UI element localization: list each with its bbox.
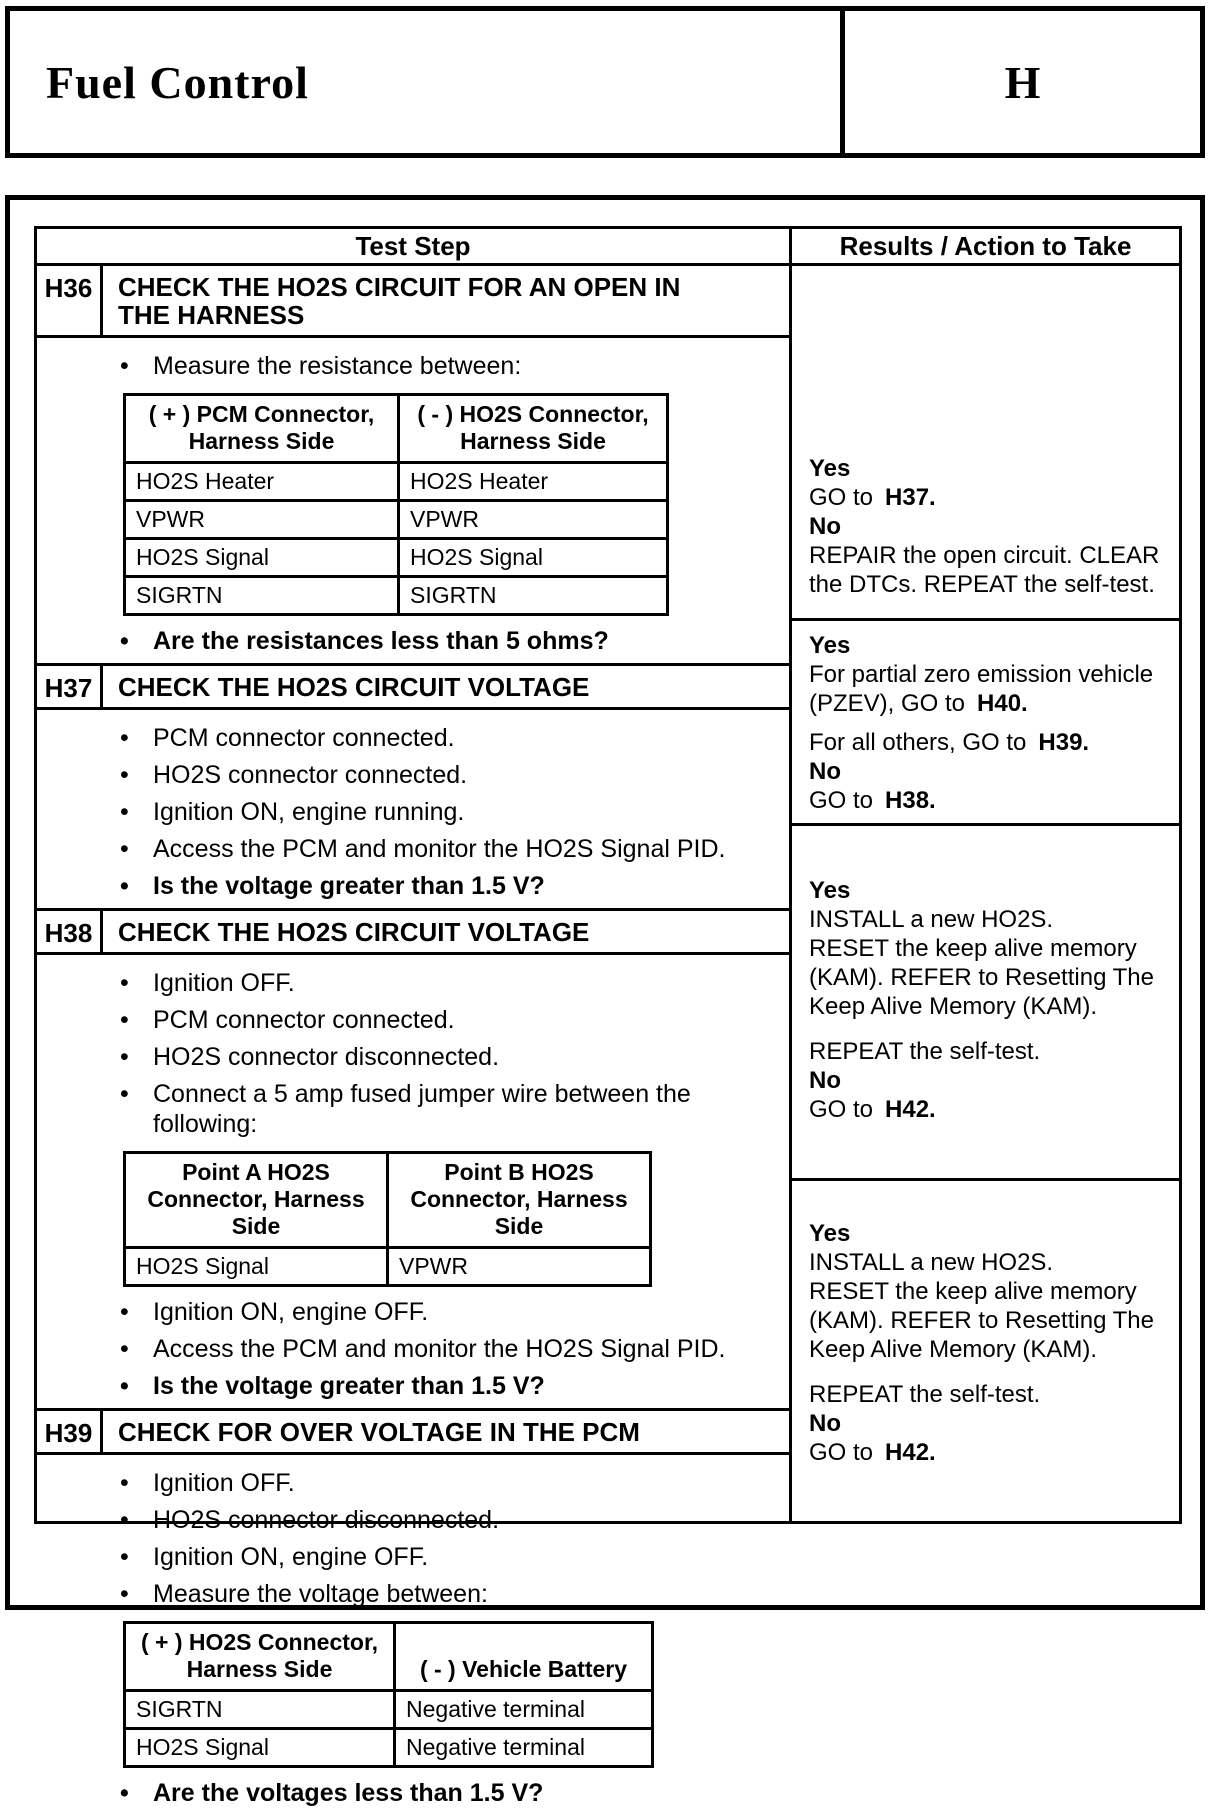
no-action: [809, 541, 1169, 599]
step-reference: H37.: [885, 484, 936, 511]
h39-bullet: • HO2S connector disconnected.: [37, 1505, 789, 1535]
table-cell: Negative terminal: [395, 1729, 653, 1767]
no-action: [809, 1438, 1169, 1467]
h37-bullet: • Ignition ON, engine running.: [37, 797, 789, 827]
yes-label: Yes: [809, 877, 851, 904]
h36-table-header-right: ( - ) HO2S Connector, Harness Side: [399, 395, 668, 463]
table-row: [125, 1153, 651, 1248]
action-text: RESET the keep alive memory (KAM). REFER to Resetting The Keep Alive Memory (KAM).: [809, 935, 1154, 1020]
h39-results: [792, 1181, 1179, 1521]
h39-step-title: CHECK FOR OVER VOLTAGE IN THE PCM: [118, 1417, 640, 1447]
action-text: GO to: [809, 1096, 874, 1123]
column-header-results: Results / Action to Take: [792, 229, 1179, 266]
table-row: [125, 1729, 653, 1767]
h36-connector-table: [123, 393, 669, 616]
diagnostic-table: [34, 226, 1182, 1807]
yes-action: [809, 1248, 1169, 1277]
h38-question: • Is the voltage greater than 1.5 V?: [37, 1371, 789, 1401]
h39-question: • Are the voltages less than 1.5 V?: [37, 1778, 789, 1808]
action-text: INSTALL a new HO2S.: [809, 906, 1054, 933]
section-letter: H: [1004, 56, 1041, 108]
h39-step-id: H39: [37, 1411, 103, 1452]
table-row: [125, 463, 668, 501]
step-reference: H42.: [885, 1096, 936, 1123]
yes-label: Yes: [809, 1220, 851, 1247]
h37-step-title: CHECK THE HO2S CIRCUIT VOLTAGE: [118, 672, 590, 702]
h36-step-title: CHECK THE HO2S CIRCUIT FOR AN OPEN IN THE HARNESS: [118, 272, 681, 330]
h38-table-header-right: Point B HO2S Connector, Harness Side: [388, 1153, 651, 1248]
yes-action: [809, 1277, 1169, 1364]
h36-body: [37, 338, 789, 656]
table-row: [125, 501, 668, 539]
step-reference: H38.: [885, 787, 936, 814]
no-action: [809, 1095, 1169, 1124]
table-cell: HO2S Signal: [125, 1729, 395, 1767]
page-title: Fuel Control: [46, 56, 309, 108]
no-action: [809, 786, 1169, 815]
h37-bullet: • HO2S connector connected.: [37, 760, 789, 790]
yes-action: [809, 934, 1169, 1021]
no-label: No: [809, 1410, 841, 1437]
h38-table-header-left: Point A HO2S Connector, Harness Side: [125, 1153, 388, 1248]
page-header-letter-cell: [840, 11, 1200, 153]
action-text: REPEAT the self-test.: [809, 1038, 1041, 1065]
table-cell: SIGRTN: [125, 1691, 395, 1729]
action-text: For partial zero emission vehicle (PZEV), GO to: [809, 661, 1154, 717]
h37-question: • Is the voltage greater than 1.5 V?: [37, 871, 789, 901]
h36-title-row: [37, 266, 789, 338]
page-header: [5, 6, 1205, 158]
no-label: No: [809, 513, 841, 540]
table-cell: VPWR: [388, 1248, 651, 1286]
table-row: [125, 1248, 651, 1286]
h37-bullet: • Access the PCM and monitor the HO2S Signal PID.: [37, 834, 789, 864]
column-header-test-step: Test Step: [37, 229, 789, 266]
h38-body: [37, 955, 789, 1401]
action-text: GO to: [809, 1439, 874, 1466]
h38-step-id: H38: [37, 911, 103, 952]
h38-bullet: • Ignition ON, engine OFF.: [37, 1297, 789, 1327]
h38-connector-table: [123, 1151, 652, 1287]
h36-step-id: H36: [37, 266, 103, 335]
action-text: INSTALL a new HO2S.: [809, 1249, 1054, 1276]
h36-table-header-left: ( + ) PCM Connector, Harness Side: [125, 395, 399, 463]
h39-bullet: • Ignition ON, engine OFF.: [37, 1542, 789, 1572]
table-row: [125, 395, 668, 463]
action-text: RESET the keep alive memory (KAM). REFER to Resetting The Keep Alive Memory (KAM).: [809, 1278, 1154, 1363]
test-step-h39: [37, 1411, 789, 1815]
h39-connector-table: [123, 1621, 654, 1768]
yes-label: Yes: [809, 632, 851, 659]
table-row: [125, 1623, 653, 1691]
h36-bullet: • Measure the resistance between:: [37, 351, 789, 381]
main-frame: [5, 195, 1205, 1807]
table-cell: HO2S Signal: [125, 539, 399, 577]
table-row: [125, 577, 668, 615]
yes-label: Yes: [809, 455, 851, 482]
test-step-column: [37, 229, 792, 1807]
h38-bullet: • Ignition OFF.: [37, 968, 789, 998]
table-cell: HO2S Signal: [399, 539, 668, 577]
yes-action: [809, 483, 1169, 512]
h38-bullet: • HO2S connector disconnected.: [37, 1042, 789, 1072]
no-label: No: [809, 758, 841, 785]
h37-body: [37, 710, 789, 901]
h38-results: [792, 826, 1179, 1181]
action-text: GO to: [809, 484, 874, 511]
no-label: No: [809, 1067, 841, 1094]
h39-table-header-right: ( - ) Vehicle Battery: [395, 1623, 653, 1691]
h37-bullet: • PCM connector connected.: [37, 723, 789, 753]
table-cell: HO2S Signal: [125, 1248, 388, 1286]
table-cell: VPWR: [125, 501, 399, 539]
h37-results: [792, 621, 1179, 826]
step-reference: H42.: [885, 1439, 936, 1466]
yes-action: [809, 1037, 1169, 1066]
h38-bullet: • PCM connector connected.: [37, 1005, 789, 1035]
action-text: For all others, GO to: [809, 729, 1027, 756]
yes-action: [809, 905, 1169, 934]
action-text: GO to: [809, 787, 874, 814]
h39-body: [37, 1455, 789, 1808]
step-reference: H40.: [977, 690, 1028, 717]
h39-table-header-left: ( + ) HO2S Connector, Harness Side: [125, 1623, 395, 1691]
test-step-h37: [37, 666, 789, 911]
action-text: REPAIR the open circuit. CLEAR the DTCs. REPEAT the self-test.: [809, 542, 1160, 598]
step-reference: H39.: [1038, 729, 1090, 756]
table-cell: SIGRTN: [399, 577, 668, 615]
page-header-title-cell: [10, 11, 840, 153]
yes-action: [809, 1380, 1169, 1409]
table-cell: HO2S Heater: [125, 463, 399, 501]
h38-bullet: • Access the PCM and monitor the HO2S Signal PID.: [37, 1334, 789, 1364]
table-cell: Negative terminal: [395, 1691, 653, 1729]
table-row: [125, 1691, 653, 1729]
h36-results: [792, 266, 1179, 621]
yes-action: [809, 660, 1169, 718]
h39-bullet: • Ignition OFF.: [37, 1468, 789, 1498]
h37-step-id: H37: [37, 666, 103, 707]
results-column: [792, 229, 1179, 1521]
h37-title-row: [37, 666, 789, 710]
h36-question: • Are the resistances less than 5 ohms?: [37, 626, 789, 656]
action-text: REPEAT the self-test.: [809, 1381, 1041, 1408]
h38-step-title: CHECK THE HO2S CIRCUIT VOLTAGE: [118, 917, 590, 947]
test-step-h36: [37, 266, 789, 666]
h38-title-row: [37, 911, 789, 955]
table-row: [125, 539, 668, 577]
h39-title-row: [37, 1411, 789, 1455]
h39-bullet: • Measure the voltage between:: [37, 1579, 789, 1609]
table-cell: VPWR: [399, 501, 668, 539]
h38-bullet: • Connect a 5 amp fused jumper wire between the following:: [37, 1079, 789, 1139]
test-step-h38: [37, 911, 789, 1411]
table-cell: SIGRTN: [125, 577, 399, 615]
table-cell: HO2S Heater: [399, 463, 668, 501]
yes-action: [809, 728, 1169, 757]
